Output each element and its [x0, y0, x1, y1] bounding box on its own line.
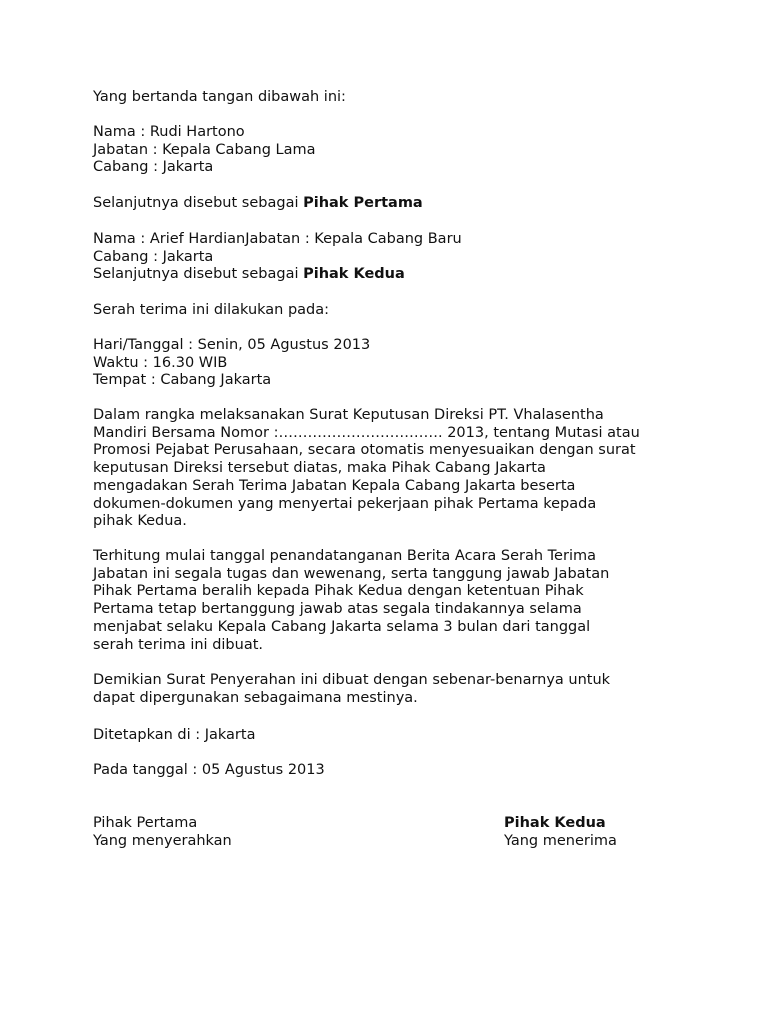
paragraph-line: Mandiri Bersama Nomor :……………………………. 2013, tentang Mutasi atau	[93, 424, 640, 441]
party1-nama: Nama : Rudi Hartono	[93, 124, 245, 140]
paragraph-line: dokumen-dokumen yang menyertai pekerjaan pihak Pertama kepada	[93, 495, 597, 512]
signature-block	[93, 815, 653, 855]
intro-text: Yang bertanda tangan dibawah ini:	[93, 89, 346, 105]
paragraph-line: serah terima ini dibuat.	[93, 636, 263, 653]
signature-right-role: Yang menerima	[504, 832, 617, 849]
handover-intro	[93, 302, 693, 320]
paragraph-line: menjabat selaku Kepala Cabang Jakarta selama 3 bulan dari tanggal	[93, 618, 591, 635]
paragraph-line: Jabatan ini segala tugas dan wewenang, serta tanggung jawab Jabatan	[93, 565, 610, 582]
party1-designation	[93, 195, 693, 213]
signature-right	[504, 815, 617, 850]
party1-designation-prefix: Selanjutnya disebut sebagai	[93, 195, 304, 211]
paragraph-closing	[93, 672, 693, 707]
ditetapkan-text: Ditetapkan di : Jakarta	[93, 727, 256, 743]
paragraph-line: Pertama tetap bertanggung jawab atas segala tindakannya selama	[93, 601, 582, 618]
signature-left-role: Yang menyerahkan	[93, 832, 232, 849]
paragraph-line: Pihak Pertama beralih kepada Pihak Kedua dengan ketentuan Pihak	[93, 583, 584, 600]
party1-designation-bold: Pihak Pertama	[303, 195, 423, 211]
party2-nama-jabatan: Nama : Arief HardianJabatan : Kepala Cabang Baru	[93, 231, 462, 247]
paragraph-line: Promosi Pejabat Perusahaan, secara otomatis menyesuaikan dengan surat	[93, 442, 636, 459]
party2-designation-prefix: Selanjutnya disebut sebagai	[93, 266, 304, 283]
signature-left-title: Pihak Pertama	[93, 815, 198, 831]
intro-line	[93, 89, 693, 107]
paragraph-line: Terhitung mulai tanggal penandatanganan Berita Acara Serah Terima	[93, 548, 596, 564]
paragraph-line: pihak Kedua.	[93, 513, 187, 530]
party2-designation-bold: Pihak Kedua	[303, 266, 405, 283]
ditetapkan-line	[93, 727, 693, 745]
signature-left	[93, 815, 232, 850]
detail-waktu: Waktu : 16.30 WIB	[93, 354, 228, 371]
party1-identity	[93, 124, 693, 177]
party2-cabang: Cabang : Jakarta	[93, 248, 214, 265]
party1-designation-line	[93, 195, 693, 213]
paragraph-decree	[93, 407, 693, 531]
paragraph-line: dapat dipergunakan sebagaimana mestinya.	[93, 689, 418, 706]
pada-tanggal-line	[93, 762, 693, 780]
party1-cabang: Cabang : Jakarta	[93, 159, 214, 176]
paragraph-line: keputusan Direksi tersebut diatas, maka Pihak Cabang Jakarta	[93, 460, 546, 477]
handover-details	[93, 337, 693, 390]
party2-designation-line	[93, 266, 693, 284]
detail-tempat: Tempat : Cabang Jakarta	[93, 372, 272, 389]
paragraph-line: Demikian Surat Penyerahan ini dibuat dengan sebenar-benarnya untuk	[93, 672, 611, 688]
paragraph-responsibility	[93, 548, 693, 654]
party1-jabatan: Jabatan : Kepala Cabang Lama	[93, 141, 316, 158]
paragraph-line: mengadakan Serah Terima Jabatan Kepala Cabang Jakarta beserta	[93, 477, 576, 494]
pada-tanggal-text: Pada tanggal : 05 Agustus 2013	[93, 762, 325, 778]
signature-right-title: Pihak Kedua	[504, 815, 606, 831]
detail-hari-tanggal: Hari/Tanggal : Senin, 05 Agustus 2013	[93, 337, 371, 353]
handover-intro-text: Serah terima ini dilakukan pada:	[93, 302, 330, 318]
party2-identity	[93, 231, 693, 284]
paragraph-line: Dalam rangka melaksanakan Surat Keputusan Direksi PT. Vhalasentha	[93, 407, 604, 423]
